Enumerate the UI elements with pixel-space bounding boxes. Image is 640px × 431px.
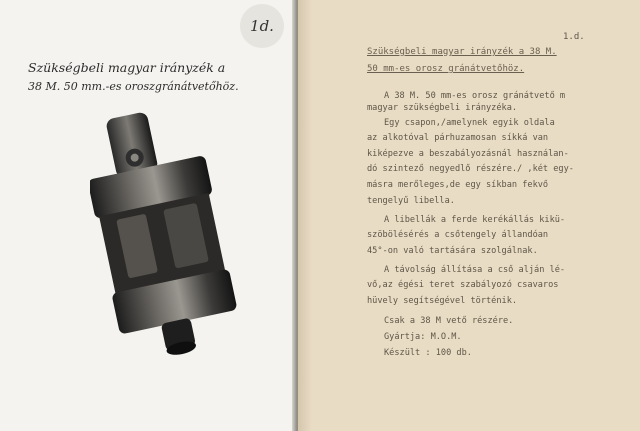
- typed-body-line: kiképezve a beszabályozásnál használan-: [367, 149, 569, 159]
- handwritten-title-line2: 38 M. 50 mm.-es oroszgránátvetőhöz.: [28, 80, 239, 93]
- typed-body-line: szöbölésérés a csőtengely állandóan: [367, 230, 549, 240]
- page-number-circle: 1d.: [240, 4, 284, 48]
- typed-body-line: tengelyű libella.: [367, 196, 455, 206]
- typed-heading-line2: 50 mm-es orosz gránátvetőhöz.: [367, 64, 525, 74]
- typed-body-line: vő,az égési teret szabályozó csavaros: [367, 280, 559, 290]
- typed-heading-line1: Szükségbeli magyar irányzék a 38 M.: [367, 47, 557, 57]
- typed-body-line: A távolság állítása a cső alján lé-: [384, 265, 566, 275]
- left-page: [0, 0, 298, 431]
- typed-body-line: hüvely segítségével történik.: [367, 296, 518, 306]
- typed-body-line: az alkotóval párhuzamosan síkká van: [367, 133, 549, 143]
- typed-body-line: 45°-on való tartására szolgálnak.: [367, 246, 538, 256]
- typed-body-line: Gyártja: M.O.M.: [384, 332, 462, 342]
- typed-body-line: Készült : 100 db.: [384, 348, 472, 358]
- typed-body-line: A 38 M. 50 mm-es orosz gránátvető m: [384, 91, 566, 101]
- typed-body-line: Csak a 38 M vető részére.: [384, 316, 514, 326]
- typed-body-line: dó szintező negyedlő részére./ ,két egy-: [367, 164, 574, 174]
- typed-body-line: másra merőleges,de egy síkban fekvő: [367, 180, 549, 190]
- mortar-sight-photo: [90, 105, 240, 360]
- typed-body-line: Egy csapon,/amelynek egyik oldala: [384, 118, 555, 128]
- typed-body-line: magyar szükségbeli irányzéka.: [367, 103, 518, 113]
- handwritten-title-line1: Szükségbeli magyar irányzék a: [28, 60, 226, 75]
- typed-body-line: A libellák a ferde kerékállás kikü-: [384, 215, 566, 225]
- typed-page-number: 1.d.: [563, 32, 585, 42]
